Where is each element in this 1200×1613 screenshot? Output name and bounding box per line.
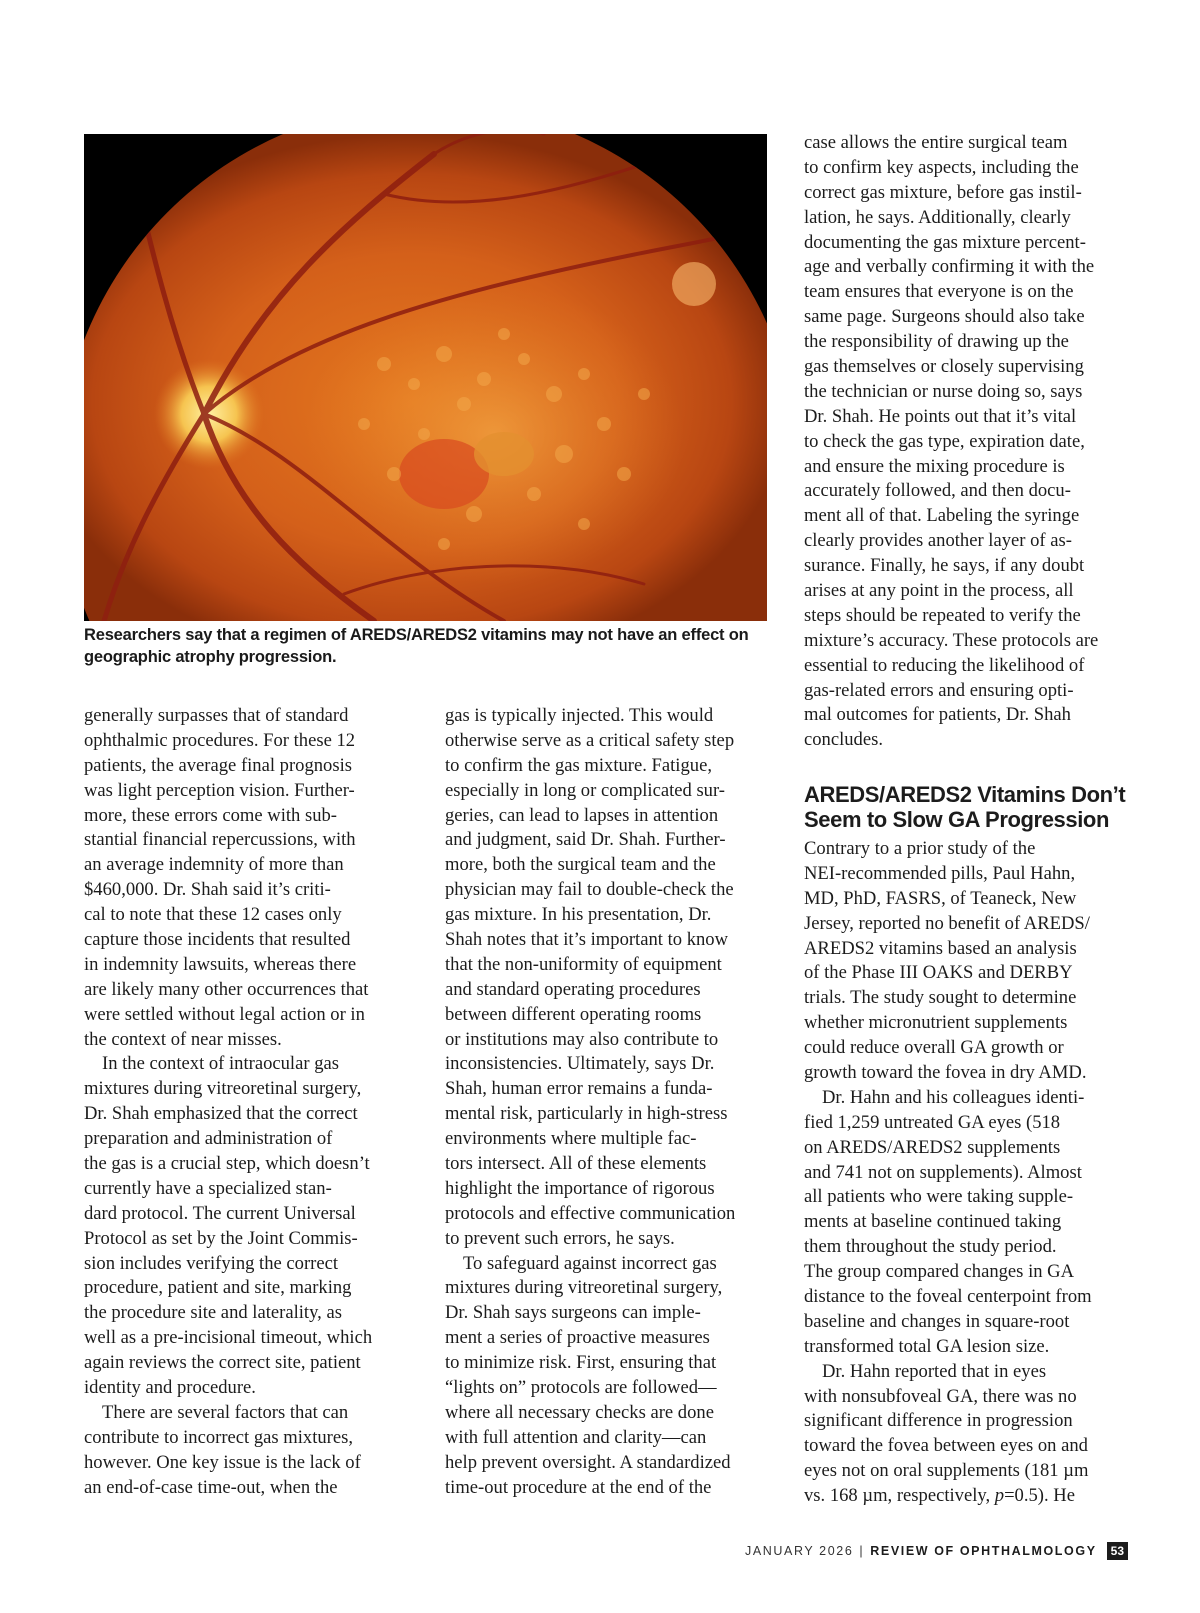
- text-line: age and verbally confirming it with the: [804, 256, 1095, 278]
- text-line: The group compared changes in GA: [804, 1261, 1075, 1283]
- text-line: in indemnity lawsuits, whereas there: [84, 953, 357, 975]
- text-line: Shah notes that it’s important to know: [445, 929, 729, 951]
- text-line: mixtures during vitreoretinal surgery,: [84, 1078, 362, 1100]
- text-line: the responsibility of drawing up the: [804, 331, 1069, 353]
- text-line: documenting the gas mixture percent-: [804, 231, 1086, 253]
- text-line: clearly provides another layer of as-: [804, 530, 1072, 552]
- text-line: well as a pre-incisional timeout, which: [84, 1327, 373, 1349]
- text-line: more, both the surgical team and the: [445, 854, 716, 876]
- text-line: an end-of-case time-out, when the: [84, 1476, 338, 1498]
- text-line: whether micronutrient supplements: [804, 1012, 1068, 1034]
- article-column-1: [84, 704, 414, 1501]
- text-line: AREDS2 vitamins based an analysis: [804, 937, 1077, 959]
- text-line: and ensure the mixing procedure is: [804, 455, 1065, 477]
- text-line: mal outcomes for patients, Dr. Shah: [804, 704, 1071, 726]
- text-line: with nonsubfoveal GA, there was no: [804, 1385, 1077, 1407]
- text-line: Dr. Shah emphasized that the correct: [84, 1103, 358, 1125]
- text-line: the gas is a crucial step, which doesn’t: [84, 1153, 370, 1175]
- text-line: In the context of intraocular gas: [102, 1053, 339, 1075]
- text-line: ophthalmic procedures. For these 12: [84, 729, 356, 751]
- text-line: essential to reducing the likelihood of: [804, 654, 1085, 676]
- text-line: the technician or nurse doing so, says: [804, 380, 1083, 402]
- text-line: that the non-uniformity of equipment: [445, 953, 722, 975]
- text-line: mixtures during vitreoretinal surgery,: [445, 1277, 723, 1299]
- page-footer: [745, 1541, 1128, 1561]
- text-line: fied 1,259 untreated GA eyes (518: [804, 1111, 1061, 1133]
- text-line: eyes not on oral supplements (181 µm: [804, 1460, 1089, 1482]
- text-line: between different operating rooms: [445, 1003, 702, 1025]
- text-line: highlight the importance of rigorous: [445, 1177, 715, 1199]
- fundus-photo: [84, 134, 767, 621]
- text-line: geries, can lead to lapses in attention: [445, 804, 719, 826]
- text-line: environments where multiple fac-: [445, 1128, 697, 1150]
- text-line: to confirm key aspects, including the: [804, 156, 1079, 178]
- text-line: Dr. Shah. He points out that it’s vital: [804, 405, 1077, 427]
- text-line: same page. Surgeons should also take: [804, 306, 1085, 328]
- text-line: surance. Finally, he says, if any doubt: [804, 555, 1085, 577]
- text-line: Contrary to a prior study of the: [804, 838, 1036, 859]
- text-line: contribute to incorrect gas mixtures,: [84, 1426, 354, 1448]
- text-line: where all necessary checks are done: [445, 1401, 714, 1423]
- text-line: Shah, human error remains a funda-: [445, 1078, 713, 1100]
- issue-date: JANUARY 2026: [745, 1544, 854, 1558]
- text-line: and standard operating procedures: [445, 978, 701, 1000]
- text-line: gas themselves or closely supervising: [804, 356, 1084, 378]
- text-line: ment all of that. Labeling the syringe: [804, 505, 1080, 527]
- text-line: $460,000. Dr. Shah said it’s criti-: [84, 879, 331, 901]
- text-line: could reduce overall GA growth or: [804, 1037, 1064, 1059]
- text-line: preparation and administration of: [84, 1128, 333, 1150]
- text-line: Dr. Shah says surgeons can imple-: [445, 1302, 701, 1324]
- text-line: to check the gas type, expiration date,: [804, 430, 1085, 452]
- text-line: ments at baseline continued taking: [804, 1211, 1062, 1233]
- article-column-3-bottom: [804, 837, 1134, 1509]
- text-line: baseline and changes in square-root: [804, 1310, 1070, 1332]
- text-line: case allows the entire surgical team: [804, 132, 1068, 153]
- text-line: mental risk, particularly in high-stress: [445, 1103, 728, 1125]
- text-line: “lights on” protocols are followed—: [445, 1377, 717, 1399]
- text-line: Dr. Hahn and his colleagues identi-: [822, 1086, 1085, 1108]
- text-line: NEI-recommended pills, Paul Hahn,: [804, 862, 1076, 884]
- text-line: the context of near misses.: [84, 1028, 282, 1050]
- text-line: MD, PhD, FASRS, of Teaneck, New: [804, 887, 1077, 909]
- text-line: identity and procedure.: [84, 1377, 256, 1399]
- text-line: correct gas mixture, before gas instil-: [804, 181, 1082, 203]
- text-line: was light perception vision. Further-: [84, 779, 355, 801]
- text-line: to confirm the gas mixture. Fatigue,: [445, 754, 712, 776]
- figure-caption: [84, 624, 767, 668]
- text-line: gas-related errors and ensuring opti-: [804, 679, 1074, 701]
- text-line: patients, the average final prognosis: [84, 754, 352, 776]
- article-column-3-top: [804, 131, 1134, 753]
- caption-line: geographic atrophy progression.: [84, 648, 337, 666]
- text-line: gas mixture. In his presentation, Dr.: [445, 904, 712, 926]
- text-line: dard protocol. The current Universal: [84, 1202, 356, 1224]
- text-line: team ensures that everyone is on the: [804, 281, 1074, 303]
- text-line: an average indemnity of more than: [84, 854, 344, 876]
- heading-line: Seem to Slow GA Progression: [804, 807, 1110, 832]
- text-line: distance to the foveal centerpoint from: [804, 1286, 1092, 1308]
- section-heading: [804, 782, 1144, 832]
- text-line: Dr. Hahn reported that in eyes: [822, 1360, 1047, 1382]
- text-line: them throughout the study period.: [804, 1236, 1057, 1258]
- text-line: stantial financial repercussions, with: [84, 829, 356, 851]
- text-line: to prevent such errors, he says.: [445, 1227, 675, 1249]
- text-line: Jersey, reported no benefit of AREDS/: [804, 912, 1090, 934]
- text-line: again reviews the correct site, patient: [84, 1352, 361, 1374]
- text-line: generally surpasses that of standard: [84, 705, 349, 726]
- text-line: Protocol as set by the Joint Commis-: [84, 1227, 358, 1249]
- text-line: steps should be repeated to verify the: [804, 604, 1081, 626]
- text-line: capture those incidents that resulted: [84, 929, 351, 951]
- text-line: currently have a specialized stan-: [84, 1177, 332, 1199]
- text-line: significant difference in progression: [804, 1410, 1073, 1432]
- text-line: toward the fovea between eyes on and: [804, 1435, 1088, 1457]
- text-line: lation, he says. Additionally, clearly: [804, 206, 1071, 228]
- text-line: protocols and effective communication: [445, 1202, 736, 1224]
- text-line: physician may fail to double-check the: [445, 879, 734, 901]
- text-line: all patients who were taking supple-: [804, 1186, 1074, 1208]
- text-line: inconsistencies. Ultimately, says Dr.: [445, 1053, 715, 1075]
- text-line: and judgment, said Dr. Shah. Further-: [445, 829, 726, 851]
- text-line: however. One key issue is the lack of: [84, 1451, 361, 1473]
- text-line: transformed total GA lesion size.: [804, 1335, 1050, 1357]
- text-line: There are several factors that can: [102, 1401, 349, 1423]
- text-line: are likely many other occurrences that: [84, 978, 369, 1000]
- text-line: trials. The study sought to determine: [804, 987, 1077, 1009]
- text-line: especially in long or complicated sur-: [445, 779, 725, 801]
- text-line: mixture’s accuracy. These protocols are: [804, 629, 1099, 651]
- text-line: accurately followed, and then docu-: [804, 480, 1071, 502]
- text-line: of the Phase III OAKS and DERBY: [804, 962, 1073, 984]
- text-line: procedure, patient and site, marking: [84, 1277, 352, 1299]
- text-line: to minimize risk. First, ensuring that: [445, 1352, 717, 1374]
- text-line: growth toward the fovea in dry AMD.: [804, 1062, 1087, 1084]
- text-line: concludes.: [804, 729, 883, 751]
- text-line: or institutions may also contribute to: [445, 1028, 719, 1050]
- text-line: were settled without legal action or in: [84, 1003, 365, 1025]
- text-line: and 741 not on supplements). Almost: [804, 1161, 1082, 1183]
- text-line: the procedure site and laterality, as: [84, 1302, 342, 1324]
- text-line: more, these errors come with sub-: [84, 804, 338, 826]
- text-line: ment a series of proactive measures: [445, 1327, 710, 1349]
- text-line: cal to note that these 12 cases only: [84, 904, 342, 926]
- magazine-name: REVIEW OF OPHTHALMOLOGY: [870, 1544, 1097, 1558]
- article-column-2: [445, 704, 775, 1501]
- text-line: sion includes verifying the correct: [84, 1252, 339, 1274]
- text-line: gas is typically injected. This would: [445, 705, 714, 726]
- text-line: on AREDS/AREDS2 supplements: [804, 1136, 1061, 1158]
- text-line: vs. 168 µm, respectively, p=0.5). He: [804, 1485, 1075, 1507]
- text-line: arises at any point in the process, all: [804, 580, 1074, 602]
- text-line: tors intersect. All of these elements: [445, 1153, 707, 1175]
- heading-line: AREDS/AREDS2 Vitamins Don’t: [804, 782, 1126, 807]
- text-line: time-out procedure at the end of the: [445, 1476, 712, 1498]
- text-line: otherwise serve as a critical safety step: [445, 729, 735, 751]
- footer-separator: |: [859, 1544, 865, 1558]
- retina-image: [84, 134, 767, 621]
- page-number: 53: [1107, 1542, 1128, 1560]
- text-line: help prevent oversight. A standardized: [445, 1451, 731, 1473]
- text-line: To safeguard against incorrect gas: [463, 1252, 717, 1274]
- text-line: with full attention and clarity—can: [445, 1426, 707, 1448]
- caption-line: Researchers say that a regimen of AREDS/AREDS2 vitamins may not have an effect on: [84, 626, 749, 644]
